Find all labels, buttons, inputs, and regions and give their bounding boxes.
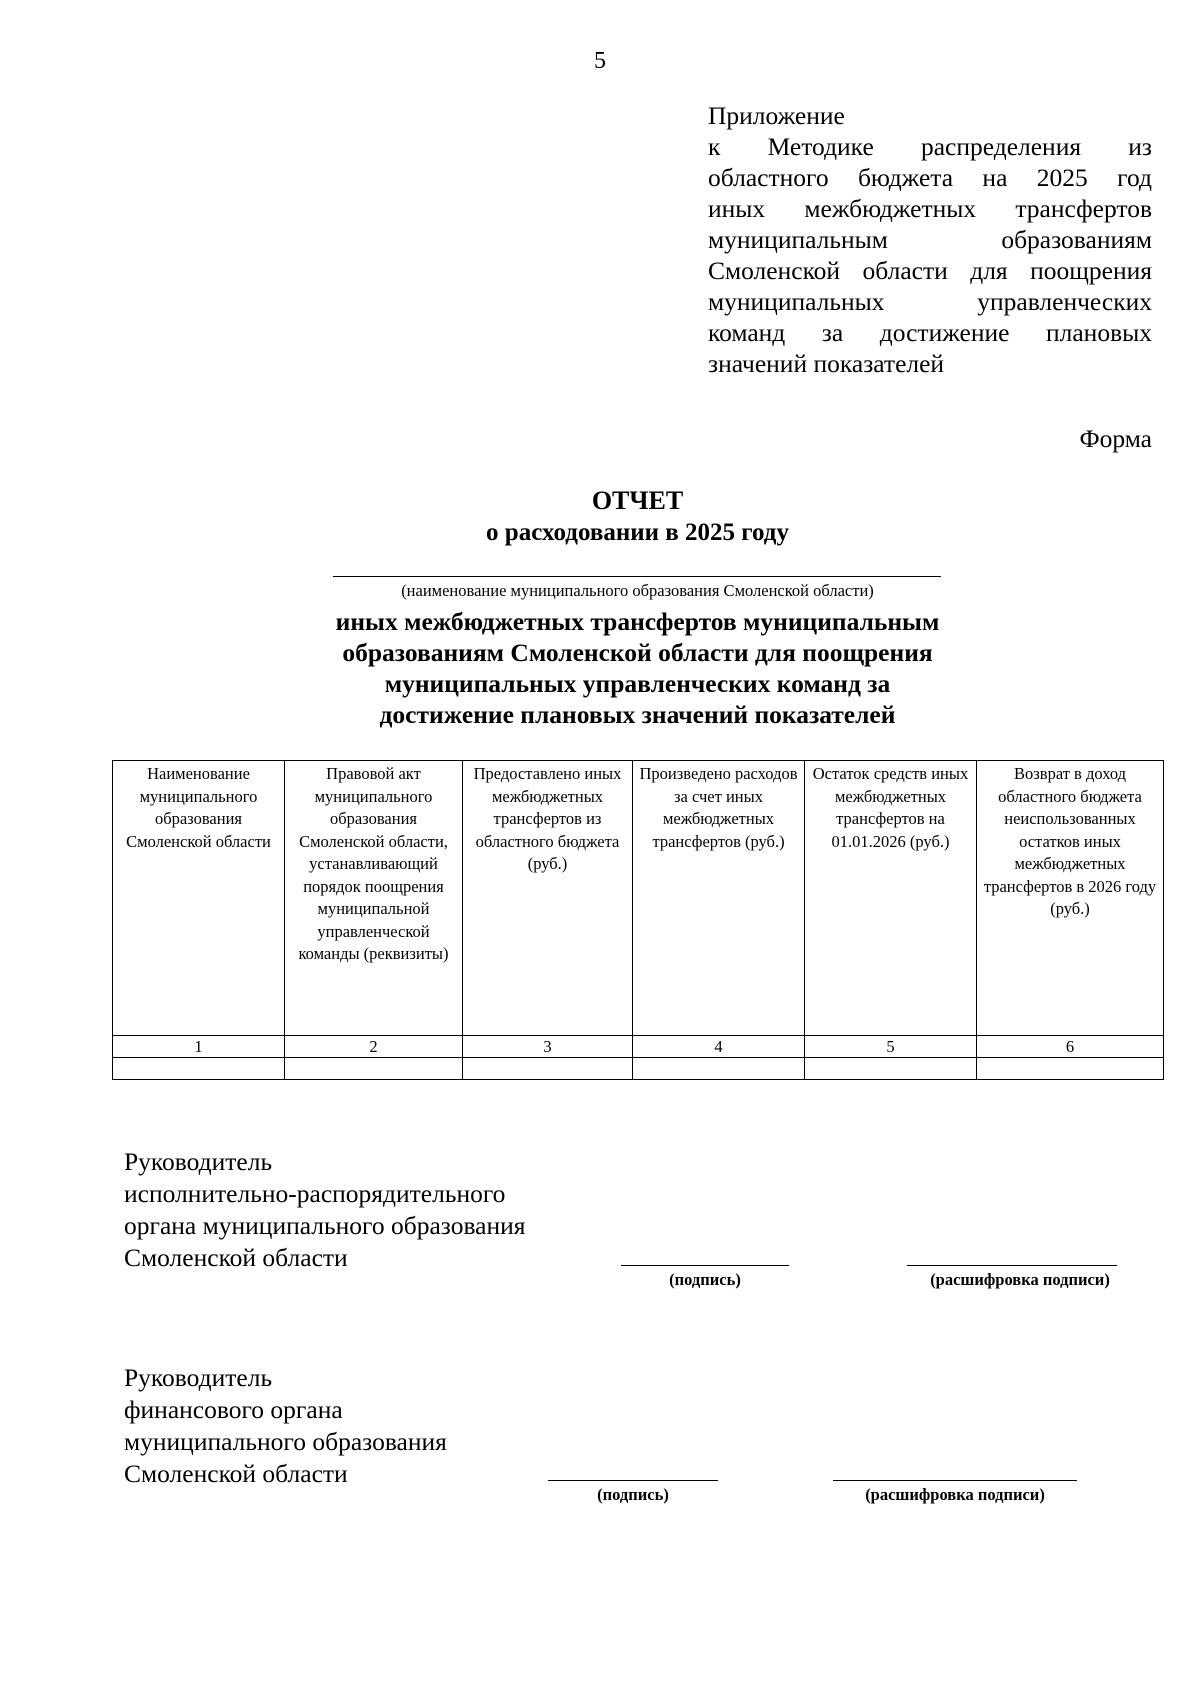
signature-title-line: Руководитель xyxy=(124,1363,273,1392)
municipality-name-line xyxy=(333,576,941,577)
column-header-spent: Произведено расходов за счет иных межбюджетных трансфертов (руб.) xyxy=(633,761,805,1036)
form-label: Форма xyxy=(1079,424,1152,453)
column-header-provided: Предоставлено иных межбюджетных трансфертов из областного бюджета (руб.) xyxy=(463,761,633,1036)
appendix-line: муниципальных управленческих xyxy=(708,287,1152,316)
signature-line xyxy=(621,1265,789,1266)
column-header-balance: Остаток средств иных межбюджетных трансфертов на 01.01.2026 (руб.) xyxy=(805,761,977,1036)
appendix-line: иных межбюджетных трансфертов xyxy=(708,194,1152,223)
report-title: ОТЧЕТ xyxy=(591,486,684,515)
column-number: 3 xyxy=(463,1036,633,1058)
appendix-line: муниципальным образованиям xyxy=(708,225,1152,254)
municipality-name-caption: (наименование муниципального образования Смоленской области) xyxy=(401,581,874,600)
table-cell xyxy=(805,1058,977,1080)
table-cell xyxy=(633,1058,805,1080)
signature-title-line: исполнительно-распорядительного xyxy=(124,1179,506,1208)
appendix-line: Смоленской области для поощрения xyxy=(708,256,1152,285)
signature-title-line: финансового органа xyxy=(124,1395,343,1424)
report-purpose-line: достижение плановых значений показателей xyxy=(379,700,896,729)
appendix-line: значений показателей xyxy=(708,349,945,378)
column-number: 2 xyxy=(285,1036,463,1058)
signature-decoding-line xyxy=(833,1480,1077,1481)
appendix-line: Приложение xyxy=(708,101,845,130)
column-number: 5 xyxy=(805,1036,977,1058)
appendix-line: областного бюджета на 2025 год xyxy=(708,163,1152,192)
signature-caption: (подпись) xyxy=(597,1485,669,1504)
column-number-row xyxy=(113,1036,1164,1058)
table-header-row xyxy=(113,761,1164,1036)
report-table xyxy=(112,760,1164,1080)
column-number: 4 xyxy=(633,1036,805,1058)
column-number: 1 xyxy=(113,1036,285,1058)
signature-title-line: Смоленской области xyxy=(124,1459,348,1488)
page-number: 5 xyxy=(594,48,606,74)
appendix-line: команд за достижение плановых xyxy=(708,318,1152,347)
signature-caption: (подпись) xyxy=(669,1270,741,1289)
report-purpose-line: иных межбюджетных трансфертов муниципальным xyxy=(335,607,940,636)
report-purpose-line: образованиям Смоленской области для поощрения xyxy=(342,638,933,667)
table-cell xyxy=(113,1058,285,1080)
signature-decoding-caption: (расшифровка подписи) xyxy=(930,1270,1110,1289)
appendix-line: к Методике распределения из xyxy=(708,132,1152,161)
table-cell xyxy=(285,1058,463,1080)
signature-block-executive xyxy=(124,1146,684,1274)
signature-line xyxy=(548,1480,718,1481)
signature-title-line: Смоленской области xyxy=(124,1243,348,1272)
column-header-legal-act: Правовой акт муниципального образования Смоленской области, устанавливающий порядок поощрения муниципальной управленческой команды (реквизиты) xyxy=(285,761,463,1036)
appendix-block xyxy=(708,100,1152,379)
signature-title-line: муниципального образования xyxy=(124,1427,447,1456)
report-purpose-line: муниципальных управленческих команд за xyxy=(384,669,891,698)
table-cell xyxy=(463,1058,633,1080)
table-data-row xyxy=(113,1058,1164,1080)
report-purpose xyxy=(160,606,1115,730)
signature-decoding-caption: (расшифровка подписи) xyxy=(865,1485,1045,1504)
column-number: 6 xyxy=(977,1036,1164,1058)
column-header-returned: Возврат в доход областного бюджета неиспользованных остатков иных межбюджетных трансфертов в 2026 году (руб.) xyxy=(977,761,1164,1036)
signature-decoding-line xyxy=(907,1265,1117,1266)
signature-title-line: органа муниципального образования xyxy=(124,1211,526,1240)
signature-block-finance xyxy=(124,1362,684,1490)
column-header-municipality: Наименование муниципального образования Смоленской области xyxy=(113,761,285,1036)
table-cell xyxy=(977,1058,1164,1080)
signature-title-line: Руководитель xyxy=(124,1147,273,1176)
report-subtitle: о расходовании в 2025 году xyxy=(486,519,789,546)
